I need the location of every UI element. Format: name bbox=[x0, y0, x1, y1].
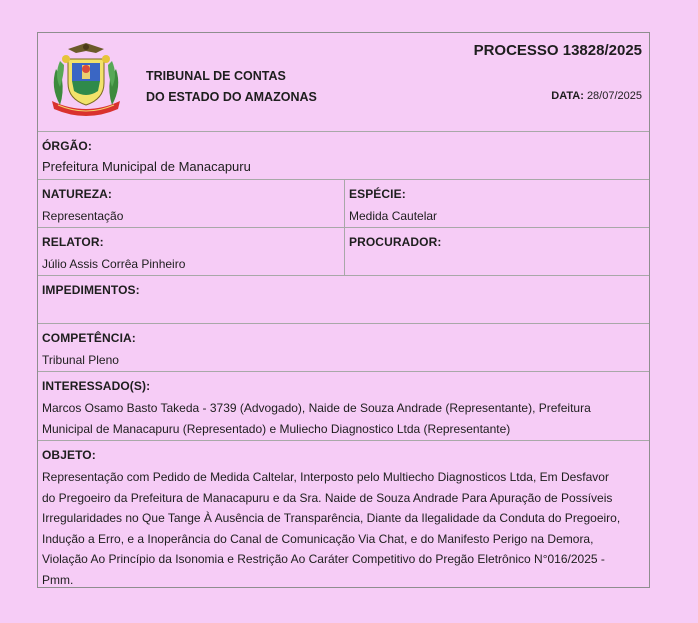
interessados-label: INTERESSADO(S): bbox=[42, 379, 151, 393]
especie-label: ESPÉCIE: bbox=[349, 187, 406, 201]
objeto-text bbox=[42, 467, 620, 590]
coat-of-arms-logo bbox=[46, 39, 126, 121]
procurador-label: PROCURADOR: bbox=[349, 235, 442, 249]
objeto-line: Pmm. bbox=[42, 572, 74, 587]
relator-cell bbox=[38, 228, 345, 275]
objeto-row bbox=[38, 441, 649, 588]
objeto-line: Representação com Pedido de Medida Caltelar, Interposto pelo Multiecho Diagnosticos Ltda, Em Desfavor bbox=[42, 470, 609, 484]
objeto-line: Violação Ao Princípio da Isonomia e Restrição Ao Caráter Competitivo do Pregão Eletrônico N°016/2025 - bbox=[42, 552, 605, 566]
orgao-row bbox=[38, 132, 649, 180]
especie-cell bbox=[345, 180, 651, 227]
interessados-line: Municipal de Manacapuru (Representado) e Muliecho Diagnostico Ltda (Representante) bbox=[42, 421, 511, 436]
process-sheet bbox=[37, 32, 650, 588]
interessados-row bbox=[38, 372, 649, 441]
natureza-cell bbox=[38, 180, 345, 227]
objeto-line: Irregularidades no Que Tange À Ausência de Transparência, Diante da Ilegalidade da Conduta do Pregoeiro, bbox=[42, 511, 621, 525]
relator-value: Júlio Assis Corrêa Pinheiro bbox=[42, 257, 186, 271]
competencia-value: Tribunal Pleno bbox=[42, 353, 119, 367]
date-value: 28/07/2025 bbox=[586, 90, 642, 102]
process-number: PROCESSO 13828/2025 bbox=[473, 42, 642, 59]
natureza-label: NATUREZA: bbox=[42, 187, 112, 201]
especie-value: Medida Cautelar bbox=[349, 209, 438, 223]
interessados-text bbox=[42, 398, 591, 439]
objeto-line: do Pregoeiro da Prefeitura de Manacapuru e da Sra. Naide de Souza Andrade Para Apuração de Possíveis bbox=[42, 490, 613, 505]
objeto-line: Indução a Erro, e a Inoperância do Canal de Comunicação Via Chat, e do Manifesto Perigo na Demora, bbox=[42, 531, 594, 546]
natureza-value: Representação bbox=[42, 209, 124, 223]
natureza-especie-row bbox=[38, 180, 649, 228]
date-label: DATA: bbox=[551, 90, 584, 102]
impedimentos-row bbox=[38, 276, 649, 324]
header-row bbox=[38, 33, 649, 132]
organization-line-1: TRIBUNAL DE CONTAS bbox=[146, 69, 286, 83]
procurador-cell bbox=[345, 228, 651, 275]
competencia-row bbox=[38, 324, 649, 372]
orgao-value: Prefeitura Municipal de Manacapuru bbox=[42, 159, 251, 174]
organization-name bbox=[146, 66, 317, 108]
impedimentos-label: IMPEDIMENTOS: bbox=[42, 283, 140, 297]
orgao-label: ÓRGÃO: bbox=[42, 139, 92, 153]
competencia-label: COMPETÊNCIA: bbox=[42, 331, 136, 345]
relator-label: RELATOR: bbox=[42, 235, 104, 249]
process-date bbox=[551, 90, 642, 102]
interessados-line: Marcos Osamo Basto Takeda - 3739 (Advogado), Naide de Souza Andrade (Representante), Prefeitura bbox=[42, 401, 591, 415]
organization-line-2: DO ESTADO DO AMAZONAS bbox=[146, 90, 317, 104]
relator-procurador-row bbox=[38, 228, 649, 276]
objeto-label: OBJETO: bbox=[42, 448, 96, 462]
